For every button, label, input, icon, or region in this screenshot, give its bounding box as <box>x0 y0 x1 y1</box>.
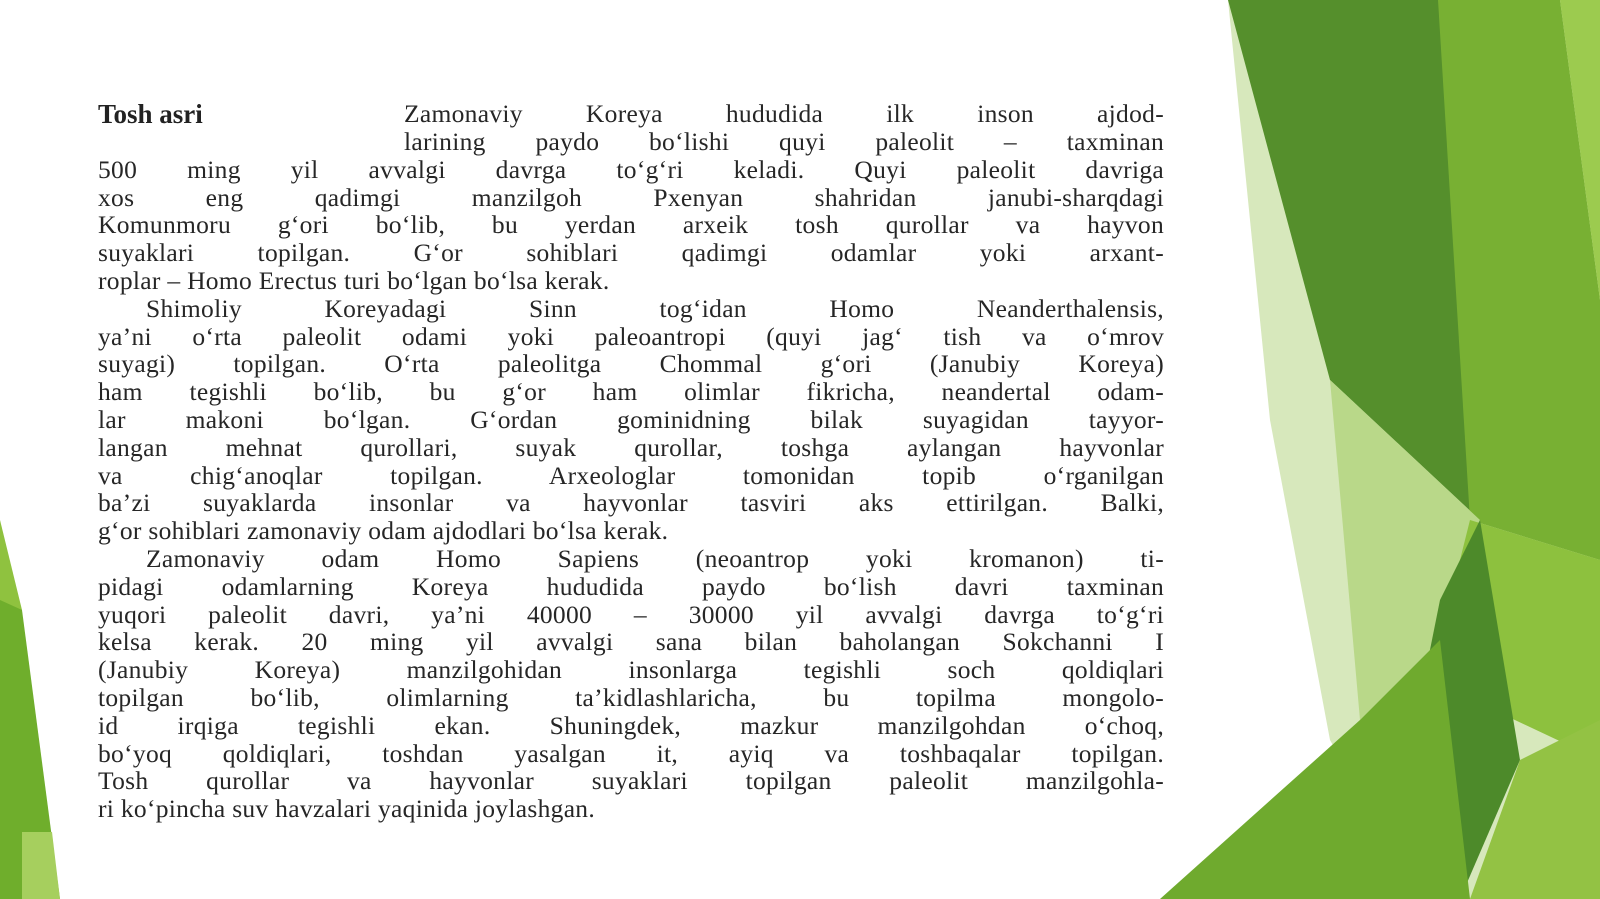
text-line: kelsa kerak. 20 ming yil avvalgi sana bilan baholangan Sokchanni I <box>98 627 1164 657</box>
text-line: Shimoliy Koreyadagi Sinn tog‘idan Homo Neanderthalensis, <box>146 293 1164 323</box>
right-facet-bright-lower <box>1160 640 1470 899</box>
text-line: Tosh qurollar va hayvonlar suyaklari topilgan paleolit manzilgohla- <box>98 766 1164 796</box>
text-line: Zamonaviy odam Homo Sapiens (neoantrop yoki kromanon) ti- <box>146 543 1164 573</box>
section-heading: Tosh asri <box>98 99 203 129</box>
document-page <box>98 99 1164 824</box>
text-line: id irqiga tegishli ekan. Shuningdek, mazkur manzilgohdan o‘choq, <box>98 710 1164 740</box>
text-line: (Janubiy Koreya) manzilgohidan insonlarga tegishli soch qoldiqlari <box>98 655 1164 685</box>
text-line: xos eng qadimgi manzilgoh Pxenyan shahridan janubi-sharqdagi <box>98 182 1164 212</box>
text-line: ba’zi suyaklarda insonlar va hayvonlar tasviri aks ettirilgan. Balki, <box>98 488 1164 518</box>
left-facet-pale <box>22 832 60 899</box>
text-line: larining paydo bo‘lishi quyi paleolit – taxminan <box>404 126 1164 156</box>
text-line: 500 ming yil avvalgi davrga to‘g‘ri keladi. Quyi paleolit davriga <box>98 154 1164 184</box>
text-line: Komunmoru g‘ori bo‘lib, bu yerdan arxeik tosh qurollar va hayvon <box>98 210 1164 240</box>
text-line: topilgan bo‘lib, olimlarning ta’kidlashlaricha, bu topilma mongolo- <box>98 682 1164 712</box>
text-line: suyaklari topilgan. G‘or sohiblari qadimgi odamlar yoki arxant- <box>98 238 1164 268</box>
text-line: ham tegishli bo‘lib, bu g‘or ham olimlar fikricha, neandertal odam- <box>98 377 1164 407</box>
text-line: ri ko‘pincha suv havzalari yaqinida joylashgan. <box>98 794 596 824</box>
text-line: yuqori paleolit davri, ya’ni 40000 – 30000 yil avvalgi davrga to‘g‘ri <box>98 599 1164 629</box>
text-line: ya’ni o‘rta paleolit odami yoki paleoantropi (quyi jag‘ tish va o‘mrov <box>98 321 1164 351</box>
text-line: suyagi) topilgan. O‘rta paleolitga Chommal g‘ori (Janubiy Koreya) <box>98 349 1164 379</box>
text-line: roplar – Homo Erectus turi bo‘lgan bo‘lsa kerak. <box>98 265 610 295</box>
text-line: bo‘yoq qoldiqlari, toshdan yasalgan it, ayiq va toshbaqalar topilgan. <box>98 738 1164 768</box>
text-line: pidagi odamlarning Koreya hududida paydo bo‘lish davri taxminan <box>98 571 1164 601</box>
text-line: va chig‘anoqlar topilgan. Arxeologlar tomonidan topib o‘rganilgan <box>98 460 1164 490</box>
text-line: Zamonaviy Koreya hududida ilk inson ajdod- <box>404 99 1164 128</box>
text-line: lar makoni bo‘lgan. G‘ordan gominidning bilak suyagidan tayyor- <box>98 404 1164 434</box>
body-text <box>98 156 1164 823</box>
opening-lines <box>404 100 1164 156</box>
heading-row <box>98 99 1164 156</box>
text-line: g‘or sohiblari zamonaviy odam ajdodlari bo‘lsa kerak. <box>98 516 669 546</box>
text-line: langan mehnat qurollari, suyak qurollar, toshga aylangan hayvonlar <box>98 432 1164 462</box>
